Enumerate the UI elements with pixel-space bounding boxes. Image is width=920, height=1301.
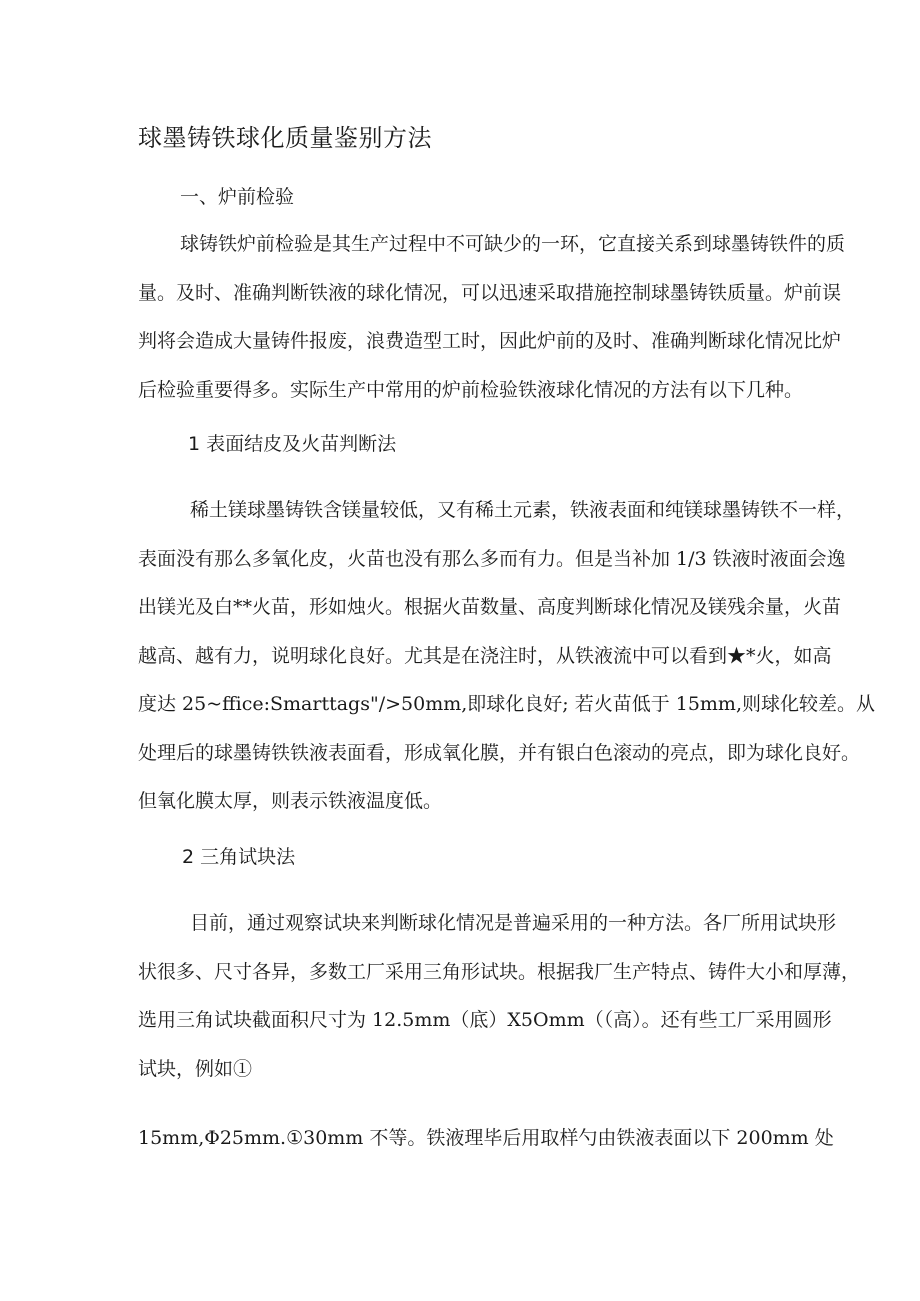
paragraph-line: 越高、越有力，说明球化良好。尤其是在浇注时，从铁液流中可以看到★*火，如高 [138, 644, 832, 667]
paragraph-line: 度达 25~ffice:Smarttags"/>50mm,即球化良好; 若火苗低于 15mm,则球化较差。从 [138, 693, 875, 715]
paragraph-line: 稀土镁球墨铸铁含镁量较低，又有稀土元素，铁液表面和纯镁球墨铸铁不一样， [190, 499, 856, 521]
paragraph-furnace-inspection [138, 220, 882, 414]
paragraph-line: 表面没有那么多氧化皮，火苗也没有那么多而有力。但是当补加 1/3 铁液时液面会逸 [138, 547, 846, 570]
paragraph-line: 目前，通过观察试块来判断球化情况是普遍采用的一种方法。各厂所用试块形 [190, 912, 837, 934]
paragraph-surface-crust-flame [138, 486, 882, 826]
paragraph-line: 出镁光及白**火苗，形如烛火。根据火苗数量、高度判断球化情况及镁残余量，火苗 [138, 596, 842, 618]
section-heading-furnace-inspection: 一、炉前检验 [180, 186, 295, 208]
paragraph-line: 球铸铁炉前检验是其生产过程中不可缺少的一环，它直接关系到球墨铸铁件的质 [180, 233, 846, 255]
paragraph-line: 后检验重要得多。实际生产中常用的炉前检验铁液球化情况的方法有以下几种。 [138, 378, 804, 401]
paragraph-line: 试块，例如① [138, 1057, 253, 1080]
section-heading-triangle-test-block: 2 三角试块法 [182, 846, 296, 868]
paragraph-continuation [138, 1114, 882, 1163]
paragraph-line: 15mm,Φ25mm.①30mm 不等。铁液理毕后用取样勺由铁液表面以下 200mm 处 [138, 1127, 834, 1149]
section-heading-surface-crust-flame: 1 表面结皮及火苗判断法 [188, 433, 397, 455]
paragraph-line: 判将会造成大量铸件报废，浪费造型工时，因此炉前的及时、准确判断球化情况比炉 [138, 330, 842, 352]
paragraph-line: 状很多、尺寸各异，多数工厂采用三角形试块。根据我厂生产特点、铸件大小和厚薄， [138, 960, 861, 983]
document-title: 球墨铸铁球化质量鉴别方法 [138, 124, 432, 152]
paragraph-line: 选用三角试块截面积尺寸为 12.5mm（底）X5Omm（（高）。还有些工厂采用圆形 [138, 1009, 832, 1031]
paragraph-line: 但氧化膜太厚，则表示铁液温度低。 [138, 790, 443, 812]
paragraph-triangle-test-block [138, 899, 882, 1093]
paragraph-line: 量。及时、准确判断铁液的球化情况，可以迅速采取措施控制球墨铸铁质量。炉前误 [138, 281, 842, 304]
paragraph-line: 处理后的球墨铸铁铁液表面看，形成氧化膜，并有银白色滚动的亮点，即为球化良好。 [138, 741, 861, 764]
